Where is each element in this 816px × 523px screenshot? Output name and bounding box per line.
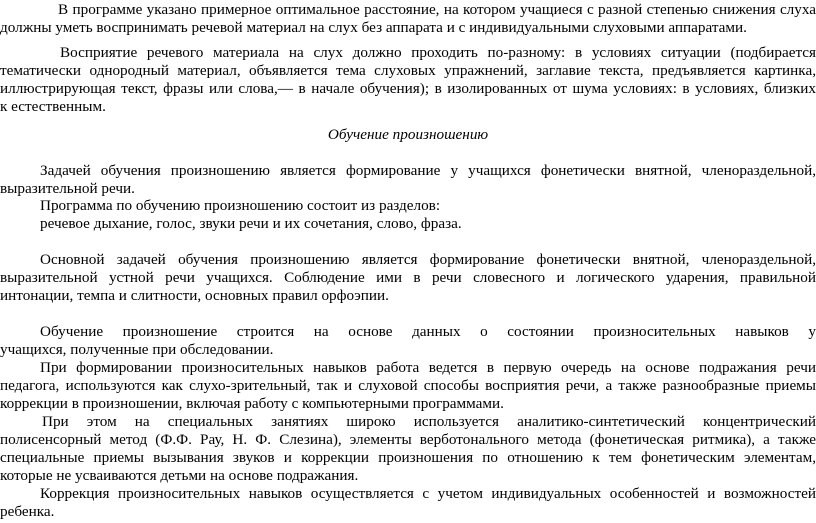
paragraph-4-line-1: Программа по обучению произношению состоит из разделов: (40, 197, 441, 214)
paragraph-2-line-2: тематически однородный материал, объявляется тема слуховых упражнений, заглавие текста, предъявляется картинка, (0, 62, 816, 79)
paragraph-5-line-3: интонации, темпа и слитности, основных правил орфоэпии. (0, 287, 389, 304)
paragraph-9-line-2: ребенка. (0, 503, 55, 520)
paragraph-5-line-2: выразительной устной речи учащихся. Соблюдение ими в речи словесного и логического ударения, правильной (0, 269, 816, 286)
paragraph-5-line-1: Основной задачей обучения произношению является формирование фонетически внятной, членораздельной, (40, 251, 816, 268)
paragraph-2-line-3: иллюстрирующая текст, фразы или слова,— в начале обучения); в изолированных от шума условиях: в условиях, близких (0, 80, 816, 97)
paragraph-3-line-1: Задачей обучения произношению является формирование у учащихся фонетически внятной, членораздельной, (40, 162, 816, 179)
paragraph-8-line-4: которые не усваиваются детьми на основе подражания. (0, 467, 359, 484)
paragraph-8-line-2: полисенсорный метод (Ф.Ф. Рау, Н. Ф. Слезина), элементы верботонального метода (фонетическая ритмика), а также (0, 431, 816, 448)
paragraph-9-line-1: Коррекция произносительных навыков осуществляется с учетом индивидуальных особенностей и возможностей (40, 485, 816, 502)
paragraph-8-line-1: При этом на специальных занятиях широко используется аналитико-синтетический концентрический (42, 413, 816, 430)
paragraph-7-line-2: педагога, используются как слухо-зрительный, так и слуховой способы восприятия речи, а также разнообразные приемы (0, 377, 816, 394)
paragraph-8-line-3: специальные приемы вызывания звуков и коррекции произношения по отношению к тем фонетическим элементам, (0, 449, 816, 466)
paragraph-7-line-1: При формировании произносительных навыков работа ведется в первую очередь на основе подражания речи (40, 359, 816, 376)
paragraph-2-line-1: Восприятие речевого материала на слух должно проходить по-разному: в условиях ситуации (подбирается (60, 44, 816, 61)
paragraph-7-line-3: коррекции в произношении, включая работу с компьютерными программами. (0, 395, 504, 412)
paragraph-6-line-2: учащихся, полученные при обследовании. (0, 341, 274, 358)
paragraph-2-line-4: к естественным. (0, 98, 106, 115)
paragraph-3-line-2: выразительной речи. (0, 180, 135, 197)
paragraph-4-line-2: речевое дыхание, голос, звуки речи и их сочетания, слово, фраза. (40, 215, 462, 232)
paragraph-6-line-1: Обучение произношение строится на основе данных о состоянии произносительных навыков у (40, 323, 816, 340)
paragraph-1-line-1: В программе указано примерное оптимальное расстояние, на котором учащиеся с разной степенью снижения слуха (58, 1, 816, 18)
paragraph-1-line-2: должны уметь воспринимать речевой материал на слух без аппарата и с индивидуальными слуховыми аппаратами. (0, 19, 747, 36)
section-heading: Обучение произношению (327, 126, 489, 143)
